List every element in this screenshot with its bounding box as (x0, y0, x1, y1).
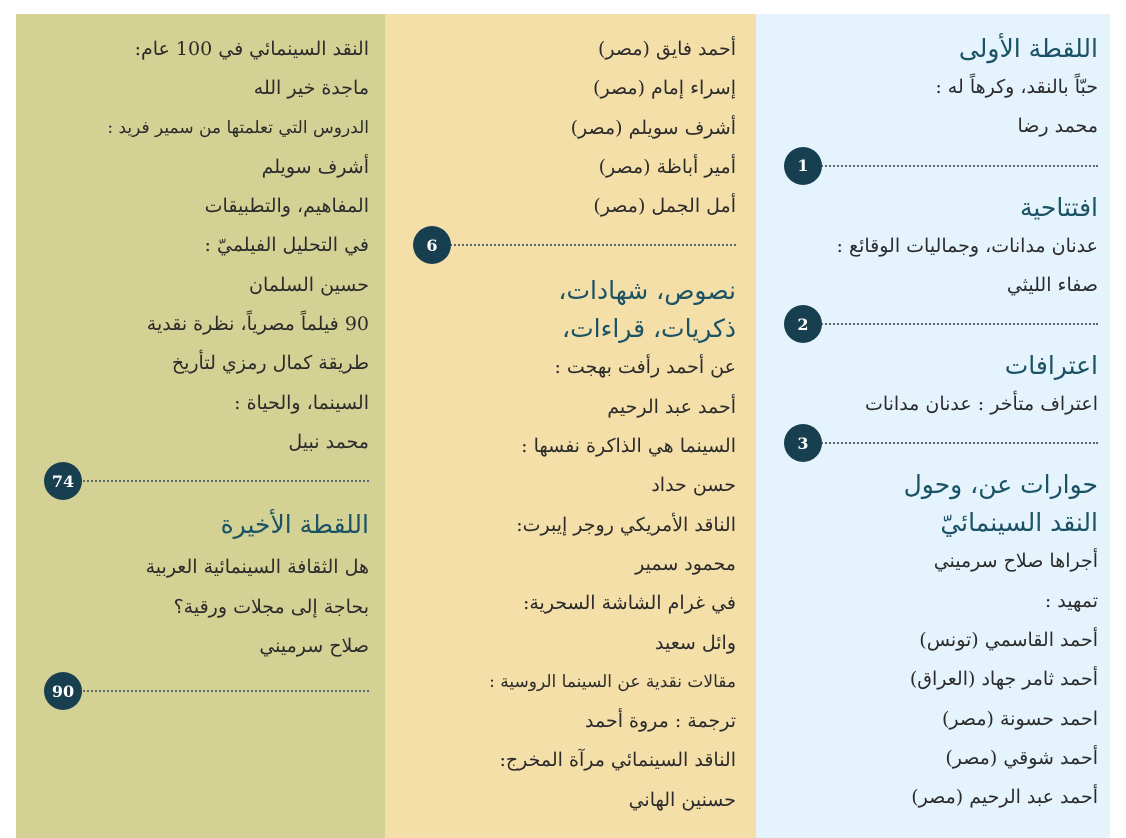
entry-author: إسراء إمام (مصر) (593, 77, 736, 100)
entry-author: محمد نبيل (288, 430, 369, 453)
entry-author: حسنين الهاني (628, 788, 736, 811)
page-number-badge: 3 (784, 424, 822, 462)
entry-author: محمود سمير (635, 552, 736, 575)
entry-title: الدروس التي تعلمتها من سمير فريد : (107, 117, 369, 138)
section-title: نصوص، شهادات، (558, 276, 736, 306)
entry-author: ترجمة : مروة أحمد (585, 710, 736, 733)
entry-title: عن أحمد رأفت بهجت : (554, 356, 736, 379)
entry-author: ماجدة خير الله (253, 77, 369, 100)
entry-title: اعتراف متأخر : عدنان مدانات (864, 393, 1098, 416)
entry-title: أجراها صلاح سرميني (933, 550, 1098, 573)
entry-author: أحمد ثامر جهاد (العراق) (909, 668, 1098, 691)
entry-author: حسين السلمان (249, 273, 369, 296)
toc-column-middle (385, 14, 756, 838)
entry-title: في غرام الشاشة السحرية: (522, 592, 736, 615)
entry-title: في التحليل الفيلميّ : (204, 234, 369, 257)
toc-column-left (16, 14, 385, 838)
entry-title: النقد السينمائي في 100 عام: (134, 38, 369, 60)
page-divider (772, 305, 1098, 343)
entry-author: أمل الجمل (مصر) (593, 195, 736, 218)
entry-author: محمد رضا (1017, 115, 1098, 138)
entry-author: أحمد عبد الرحيم (607, 395, 736, 418)
page-number-badge: 2 (784, 305, 822, 343)
entry-author: أحمد فايق (مصر) (597, 38, 736, 60)
entry-author: أحمد عبد الرحيم (مصر) (911, 786, 1098, 809)
entry-title: بحاجة إلى مجلات ورقية؟ (173, 595, 369, 618)
dotted-leader (439, 244, 736, 246)
entry-title: الناقد السينمائي مرآة المخرج: (499, 749, 736, 772)
entry-author: أشرف سويلم (261, 155, 369, 178)
page-number-badge: 6 (413, 226, 451, 264)
entry-title: مقالات نقدية عن السينما الروسية : (489, 671, 736, 692)
page-number-badge: 90 (44, 672, 82, 710)
entry-title: 90 فيلماً مصرياً، نظرة نقدية (146, 313, 369, 336)
section-title: حوارات عن، وحول (903, 470, 1098, 500)
entry-author: احمد حسونة (مصر) (941, 707, 1098, 730)
entry-title: عدنان مدانات، وجماليات الوقائع : (836, 234, 1098, 257)
entry-title: السينما هي الذاكرة نفسها : (521, 435, 736, 458)
page-divider (772, 424, 1098, 462)
dotted-leader (810, 323, 1098, 325)
entry-author: أحمد القاسمي (تونس) (919, 629, 1098, 652)
entry-title: حبّاً بالنقد، وكرهاً له : (935, 76, 1098, 98)
section-title: ذكريات، قراءات، (562, 314, 736, 344)
entry-title: طريقة كمال رمزي لتأريخ (171, 352, 369, 375)
entry-title: تمهيد : (1044, 589, 1098, 612)
entry-author: صفاء الليثي (1006, 273, 1098, 296)
toc-column-right (756, 14, 1110, 838)
entry-author: وائل سعيد (655, 631, 736, 654)
entry-title: الناقد الأمريكي روجر إيبرت: (516, 513, 736, 536)
page-divider (401, 226, 736, 264)
dotted-leader (810, 165, 1098, 167)
entry-title: السينما، والحياة : (234, 391, 369, 414)
page-divider (32, 462, 369, 500)
page-number-badge: 74 (44, 462, 82, 500)
section-title: اللقطة الأخيرة (220, 510, 369, 540)
entry-title: هل الثقافة السينمائية العربية (145, 556, 369, 579)
page-divider (32, 672, 369, 710)
dotted-leader (70, 480, 369, 482)
dotted-leader (810, 442, 1098, 444)
section-title: افتتاحية (1019, 192, 1098, 222)
entry-title: المفاهيم، والتطبيقات (204, 195, 369, 218)
page-divider (772, 147, 1098, 185)
entry-author: أشرف سويلم (مصر) (570, 116, 736, 139)
entry-author: صلاح سرميني (259, 634, 369, 657)
entry-author: أحمد شوقي (مصر) (945, 746, 1098, 769)
entry-author: حسن حداد (651, 474, 736, 497)
section-title: اعترافات (1004, 351, 1098, 381)
page-number-badge: 1 (784, 147, 822, 185)
entry-author: أمير أباظة (مصر) (598, 155, 736, 178)
section-title: اللقطة الأولى (958, 34, 1098, 63)
section-title: النقد السينمائيّ (940, 508, 1098, 538)
dotted-leader (70, 690, 369, 692)
